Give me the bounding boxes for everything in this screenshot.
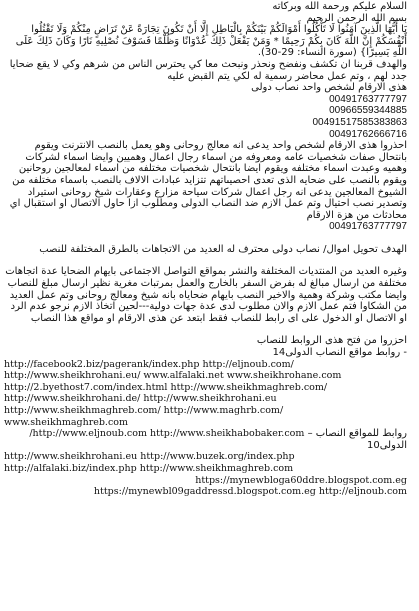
basmala: بسم الله الرحمن الرحيم — [306, 12, 407, 24]
link-line-2[interactable]: http://www.sheikhrohani.eu/ www.alfalaki.net www.sheikhrohane.com — [4, 370, 342, 382]
dash-separator: – — [304, 428, 313, 440]
spacer — [4, 255, 407, 266]
quran-verse: يَا أَيُّهَا الَّذِينَ آمَنُوا لَا تَأْكُلُوا أَمْوَالَكُمْ بَيْنَكُمْ بِالْبَاطِلِ إِلَّا أَنْ تَكُونَ تِجَارَةً عَنْ تَرَاضٍ مِنْكُمْ وَلَا تَقْتُلُوا أَنْفُسَكُمْ إِنَّ اللَّهَ كَانَ بِكُمْ رَحِيمًا * وَمَنْ يَفْعَلْ ذَلِكَ عُدْوَانًا وَظُلْمًا فَسَوْفَ نُصْلِيهِ نَارًا وَكَانَ ذَلِكَ عَلَى اللَّهِ يَسِيرًا} (سورة النساء: 29-30). — [15, 24, 407, 59]
warning-paragraph: احذروا هذى الارقام لشخص واحد يدعى انه معالج روحانى وهو يعمل بالنصب الانترنت ويقوم بانتحال صفات شخصيات عامه ومعروفه من اسماء رجال اعمال وهميين وايضا اسماء لشركات وهميه وعبدت اسماء مختلفه ويقوم ايضا بانتحال شخصيات مختلفه من اسماء لمعالجين روحانين ويقوم بالنصب على ضحايه الذى تعدى احصيىاتهم تتزايد عبادات الالاف بالنصب باسماء مختلفه من الشيوخ المعالجين يدعى انه رجل اعمال شركات سياحة مزارع وعقارات شيخ روحانى استيراد وتصدير نصب احتيال وتم عمل الازم ضد النصاب الدولى ومطلوب ازا حاول الاتصال او استقبال اي محادثات من هزة الارقام — [9, 140, 407, 221]
phone-number-last: 00491763777797 — [329, 221, 407, 233]
greeting: السلام عليكم ورحمة الله وبركاته — [272, 1, 407, 12]
spacer — [4, 324, 407, 335]
links-count-label: الدولى10 — [366, 439, 407, 451]
intro-paragraph: والهدف قربنا ان تكشف ونفضح ونحذر ونبحث معا كي يحترس الناس من شرهم وكي لا يقع ضحايا جدد لهم ، وتم عمل محاضر رسمية له لكي يتم القبض عليه — [9, 58, 407, 82]
numbers-title: هذى الارقام لشخص واحد نصاب دولى — [251, 82, 407, 94]
link-line-10[interactable]: https://mynewbloga60ddre.blogspot.com.eg — [195, 474, 407, 486]
phone-number-3: 00491517585383863 — [312, 116, 407, 128]
phone-number-4: 00491762666716 — [329, 128, 407, 140]
link-line-6-urls[interactable]: http://www.eljnoub.com http://www.sheikhabobaker.com/ — [29, 428, 305, 440]
link-line-3[interactable]: http://2.byethost7.com/index.html http://www.sheikhmaghreb.com/ — [4, 381, 328, 393]
links-label: روابط للمواقع النصاب — [315, 428, 407, 440]
link-line-11[interactable]: https://mynewbl09gaddressd.blogspot.com.eg http://eljnoub.com — [93, 486, 407, 498]
links-header: - روابط مواقع النصاب الدولى14 — [272, 347, 407, 359]
goal-label: الهدف تحويل اموال/ نصاب دولى محترف له العديد من الاتجاهات بالطرق المختلفة للنصب — [39, 243, 407, 255]
details-paragraph: وغيره العديد من المنتديات المختلفة والنشر بمواقع التواصل الاجتماعى بايهام الضحايا عدة اتجاهات مختلفة من ارسال مبالغ له بفرض السفر بالخارج والعمل بمرتبات مغرية نظير ارسال مبلغ للنصاب وايضا مكتب وشركة وهمية والاخير النصب بايهام ضحاياه بانه شيخ ومعالج روحانى وتم عمل العديد من الشكاوا فتم عمل الازم والان مطلوب لدى عدة جهات دولية---لحين اتخاذ الازم نرجو عدم الرد او الاتصال او الدخول على اى رابط للنصاب فقط ابتعد عن هذى الارقام او مواقع هذا النصاب — [5, 266, 407, 324]
link-line-5[interactable]: http://www.sheikhmaghreb.com/ http://www.maghrb.com/ www.sheikhmaghreb.com — [4, 405, 284, 428]
spacer — [4, 233, 407, 244]
link-line-1[interactable]: http://facebook2.biz/pagerank/index.php http://eljnoub.com/ — [4, 358, 294, 370]
link-line-9[interactable]: http://alfalaki.biz/index.php http://www.sheikhmaghreb.com — [4, 462, 294, 474]
links-warning: احزروا من فتح هذى الروابط للنصاب — [256, 335, 407, 347]
phone-number-2: 00966559344885 — [329, 105, 407, 117]
link-line-8[interactable]: http://www.sheikhrohani.eu http://www.buzek.org/index.php — [4, 451, 295, 463]
phone-number-1: 00491763777797 — [329, 93, 407, 105]
link-line-4[interactable]: http://www.sheikhrohani.de/ http://www.sheikhrohani.eu — [4, 393, 277, 405]
link-line-6 — [4, 428, 407, 440]
